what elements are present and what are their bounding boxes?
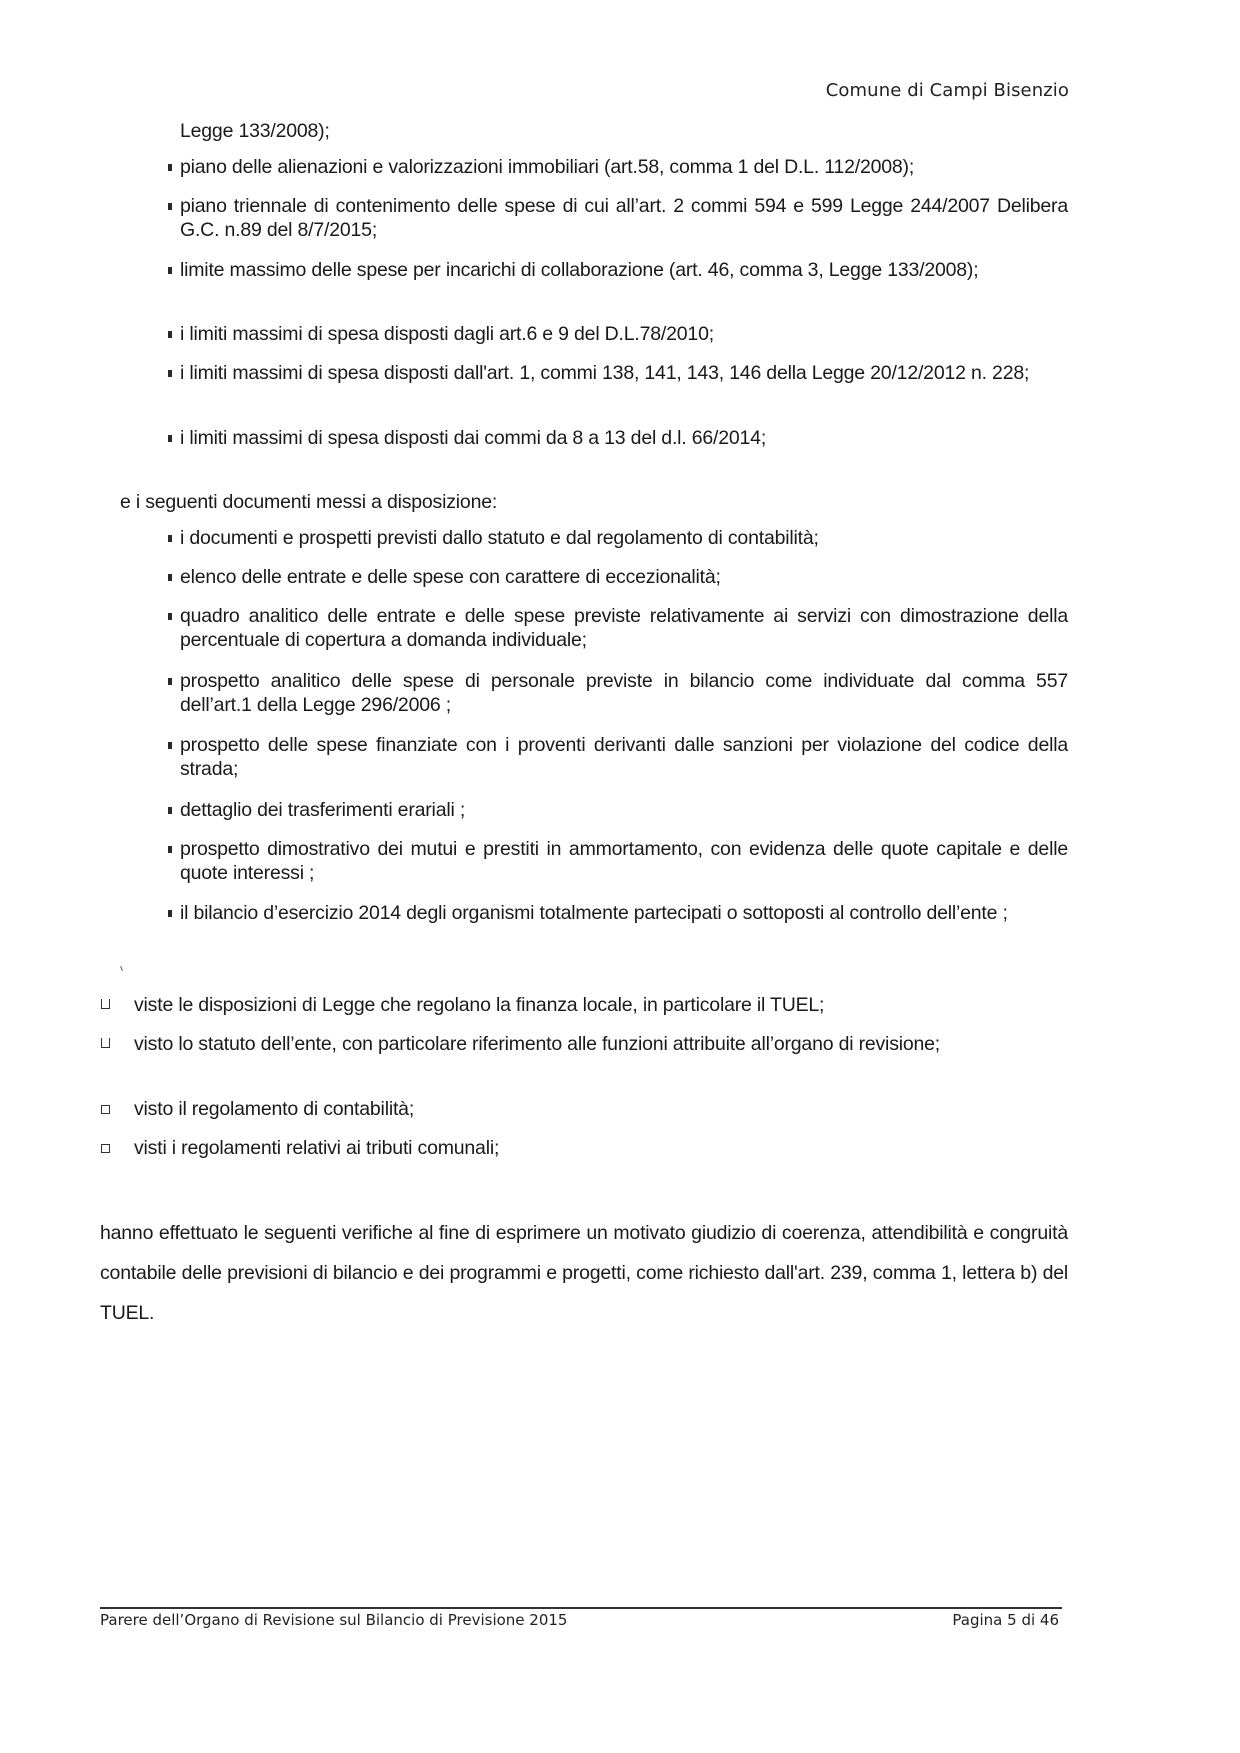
square-bullet-icon: [168, 535, 172, 542]
square-bullet-icon: [168, 574, 172, 581]
list-item: piano delle alienazioni e valorizzazioni immobiliari (art.58, comma 1 del D.L. 112/2008);: [180, 155, 1068, 179]
square-bullet-icon: [168, 910, 172, 917]
square-bullet-icon: [168, 678, 172, 685]
final-paragraph: hanno effettuato le seguenti verifiche al fine di esprimere un motivato giudizio di coerenza, attendibilità e congruità contabile delle previsioni di bilancio e dei programmi e progetti, come richiesto dall'art. 239, comma 1, lettera b) del TUEL.: [100, 1222, 1068, 1324]
scan-artifact-mark: [120, 966, 123, 971]
footer-document-title: Parere dell’Organo di Revisione sul Bilancio di Previsione 2015: [100, 1611, 568, 1629]
square-bullet-icon: [168, 435, 172, 442]
square-bullet-icon: [168, 267, 172, 274]
list-item: i limiti massimi di spesa disposti dai commi da 8 a 13 del d.l. 66/2014;: [180, 426, 1068, 450]
list-item: prospetto dimostrativo dei mutui e prestiti in ammortamento, con evidenza delle quote capitale e delle quote interessi ;: [180, 837, 1068, 885]
square-bullet-icon: [168, 164, 172, 171]
list-item: piano triennale di contenimento delle spese di cui all’art. 2 commi 594 e 599 Legge 244/2007 Delibera G.C. n.89 del 8/7/2015;: [180, 194, 1068, 242]
square-bullet-icon: [168, 331, 172, 338]
list-item: visto lo statuto dell’ente, con particolare riferimento alle funzioni attribuite all’organo di revisione;: [134, 1032, 1068, 1056]
square-bullet-icon: [101, 1105, 110, 1114]
footer-page-number: Pagina 5 di 46: [952, 1611, 1059, 1629]
list-item: dettaglio dei trasferimenti erariali ;: [180, 798, 1068, 822]
square-bullet-icon: [168, 370, 172, 377]
list-item: quadro analitico delle entrate e delle spese previste relativamente ai servizi con dimostrazione della percentuale di copertura a domanda individuale;: [180, 604, 1068, 652]
list-item: elenco delle entrate e delle spese con carattere di eccezionalità;: [180, 565, 1068, 589]
open-square-bullet-icon: [101, 1038, 110, 1048]
list-item: i limiti massimi di spesa disposti dall'art. 1, commi 138, 141, 143, 146 della Legge 20/12/2012 n. 228;: [180, 361, 1068, 385]
list-item: visto il regolamento di contabilità;: [134, 1097, 1068, 1121]
list-item: i limiti massimi di spesa disposti dagli art.6 e 9 del D.L.78/2010;: [180, 322, 1068, 346]
page-header-organization: Comune di Campi Bisenzio: [825, 80, 1069, 101]
square-bullet-icon: [168, 203, 172, 210]
open-square-bullet-icon: [101, 999, 110, 1009]
list-item: viste le disposizioni di Legge che regolano la finanza locale, in particolare il TUEL;: [134, 993, 1068, 1017]
square-bullet-icon: [168, 613, 172, 620]
square-bullet-icon: [168, 846, 172, 853]
list-item: prospetto analitico delle spese di personale previste in bilancio come individuate dal comma 557 dell’art.1 della Legge 296/2006 ;: [180, 669, 1068, 717]
documents-intro: e i seguenti documenti messi a disposizione:: [120, 491, 498, 513]
footer-divider: [100, 1607, 1062, 1609]
square-bullet-icon: [168, 807, 172, 814]
list-item: i documenti e prospetti previsti dallo statuto e dal regolamento di contabilità;: [180, 526, 1068, 550]
list-item: il bilancio d’esercizio 2014 degli organismi totalmente partecipati o sottoposti al controllo dell’ente ;: [180, 901, 1068, 925]
square-bullet-icon: [101, 1144, 110, 1153]
continuation-line: Legge 133/2008);: [180, 120, 330, 142]
square-bullet-icon: [168, 742, 172, 749]
list-item: visti i regolamenti relativi ai tributi comunali;: [134, 1136, 1068, 1160]
list-item: prospetto delle spese finanziate con i proventi derivanti dalle sanzioni per violazione del codice della strada;: [180, 733, 1068, 781]
list-item: limite massimo delle spese per incarichi di collaborazione (art. 46, comma 3, Legge 133/2008);: [180, 258, 1068, 282]
